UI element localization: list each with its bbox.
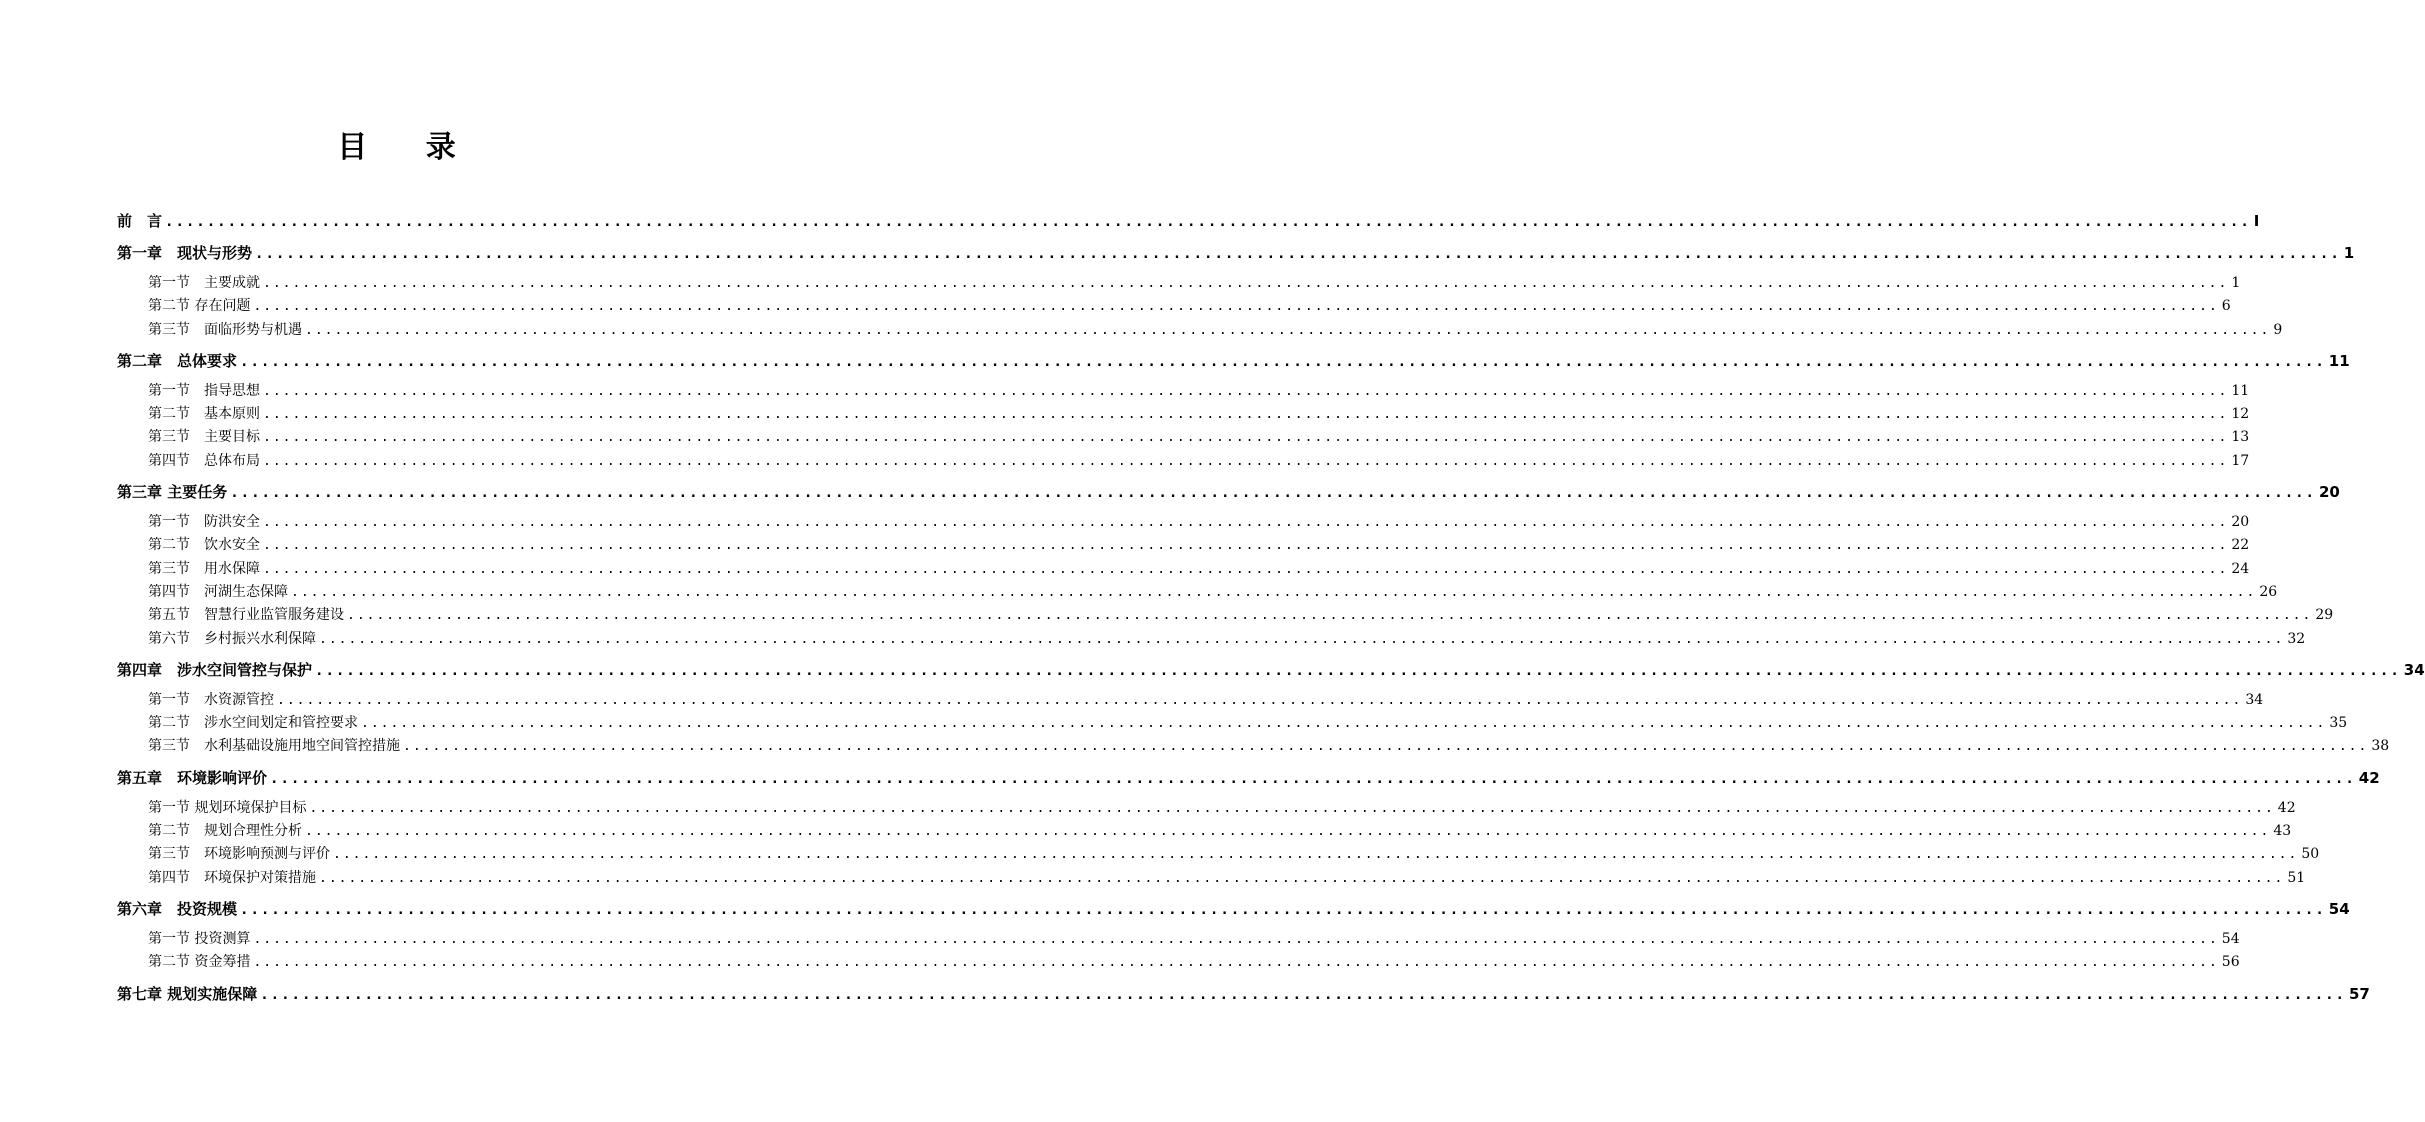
toc-chapter-page-number: Ⅰ [2253, 212, 2260, 230]
toc-chapter[interactable] [117, 978, 2370, 1010]
dot-leader: ........................................................................................................................................................................................................ [333, 847, 2299, 863]
toc-section-label: 第三节 环境影响预测与评价 [148, 846, 330, 863]
dot-leader: ........................................................................................................................................................................................................ [260, 986, 2346, 1003]
toc-section[interactable] [117, 689, 2264, 712]
toc-section-page-number: 43 [2273, 823, 2292, 840]
dot-leader: ........................................................................................................................................................................................................ [263, 383, 2229, 399]
toc-section-label: 第二节 资金筹措 [148, 954, 251, 971]
toc-section-page-number: 54 [2221, 930, 2240, 947]
toc-section-label: 第六节 乡村振兴水利保障 [148, 630, 316, 647]
toc-section-page-number: 6 [2221, 298, 2231, 315]
toc-section[interactable] [117, 604, 2334, 627]
toc-chapter-label: 前 言 [117, 212, 163, 230]
toc-chapter-page-number: 42 [2358, 768, 2380, 787]
dot-leader: ........................................................................................................................................................................................................ [263, 430, 2229, 446]
toc-section-page-number: 50 [2301, 846, 2320, 863]
toc-chapter[interactable] [117, 893, 2350, 925]
toc-section-page-number: 20 [2231, 514, 2250, 531]
dot-leader: ........................................................................................................................................................................................................ [230, 485, 2316, 502]
toc-chapter[interactable] [117, 237, 2355, 269]
toc-chapter[interactable] [117, 476, 2340, 508]
toc-section-page-number: 26 [2259, 583, 2278, 600]
toc-section[interactable] [117, 403, 2250, 426]
toc-section-page-number: 12 [2231, 406, 2250, 423]
toc-chapter-page-number: 54 [2328, 899, 2350, 918]
dot-leader: ........................................................................................................................................................................................................ [255, 246, 2341, 262]
toc-section-page-number: 32 [2287, 630, 2306, 647]
toc-section-label: 第三节 用水保障 [148, 560, 260, 577]
toc-chapter-label: 第五章 环境影响评价 [117, 768, 268, 787]
toc-section-label: 第四节 环境保护对策措施 [148, 869, 316, 886]
toc-section[interactable] [117, 820, 2292, 843]
toc-chapter[interactable] [117, 205, 2260, 237]
toc-section-label: 第二节 饮水安全 [148, 537, 260, 554]
toc-section-page-number: 42 [2277, 799, 2296, 816]
toc-section-label: 第三节 主要目标 [148, 429, 260, 446]
toc-section-page-number: 22 [2231, 537, 2250, 554]
toc-chapter[interactable] [117, 762, 2380, 794]
toc-section[interactable] [117, 295, 2231, 318]
toc-section-label: 第一节 防洪安全 [148, 514, 260, 531]
toc-section-page-number: 38 [2371, 738, 2390, 755]
toc-section-label: 第二节 涉水空间划定和管控要求 [148, 715, 358, 732]
toc-section[interactable] [117, 558, 2250, 581]
toc-section-label: 第一节 主要成就 [148, 275, 260, 291]
dot-leader: ........................................................................................................................................................................................................ [347, 608, 2313, 624]
page-title: 目 录 [337, 130, 480, 165]
dot-leader: ........................................................................................................................................................................................................ [263, 453, 2229, 469]
toc-chapter[interactable] [117, 654, 2425, 686]
toc-chapter-label: 第二章 总体要求 [117, 351, 238, 370]
dot-leader: ........................................................................................................................................................................................................ [315, 662, 2401, 679]
toc-section[interactable] [117, 951, 2240, 974]
toc-chapter-page-number: 57 [2348, 984, 2370, 1003]
toc-section[interactable] [117, 581, 2278, 604]
toc-section-label: 第一节 投资测算 [148, 930, 251, 947]
toc-section-page-number: 1 [2231, 275, 2241, 291]
toc-section[interactable] [117, 272, 2241, 295]
dot-leader: ........................................................................................................................................................................................................ [253, 955, 2219, 971]
toc-section-page-number: 9 [2273, 321, 2283, 338]
toc-section[interactable] [117, 843, 2320, 866]
toc-section[interactable] [117, 867, 2306, 890]
toc-section-label: 第五节 智慧行业监管服务建设 [148, 607, 344, 624]
toc-section-page-number: 35 [2329, 715, 2348, 732]
toc-section[interactable] [117, 511, 2250, 534]
toc-section-page-number: 56 [2221, 954, 2240, 971]
toc-chapter-label: 第三章 主要任务 [117, 483, 228, 502]
toc-section-label: 第一节 水资源管控 [148, 691, 274, 708]
toc-section[interactable] [117, 450, 2250, 473]
toc-section[interactable] [117, 928, 2240, 951]
dot-leader: ........................................................................................................................................................................................................ [253, 299, 2219, 315]
toc-section-label: 第三节 水利基础设施用地空间管控措施 [148, 738, 400, 755]
dot-leader: ........................................................................................................................................................................................................ [253, 931, 2219, 947]
toc-section-label: 第二节 基本原则 [148, 406, 260, 423]
toc-chapter[interactable] [117, 345, 2350, 377]
toc-chapter-page-number: 20 [2318, 483, 2340, 502]
toc-section[interactable] [117, 712, 2348, 735]
toc-section[interactable] [117, 797, 2296, 820]
toc-chapter-page-number: 1 [2343, 244, 2355, 262]
dot-leader: ........................................................................................................................................................................................................ [403, 739, 2369, 755]
dot-leader: ........................................................................................................................................................................................................ [305, 824, 2271, 840]
dot-leader: ........................................................................................................................................................................................................ [165, 214, 2251, 230]
dot-leader: ........................................................................................................................................................................................................ [305, 322, 2271, 338]
toc-section-label: 第二节 规划合理性分析 [148, 823, 302, 840]
toc-section-page-number: 51 [2287, 869, 2306, 886]
toc-chapter-label: 第六章 投资规模 [117, 899, 238, 918]
toc-chapter-label: 第四章 涉水空间管控与保护 [117, 660, 313, 679]
dot-leader: ........................................................................................................................................................................................................ [263, 515, 2229, 531]
dot-leader: ........................................................................................................................................................................................................ [319, 631, 2285, 647]
dot-leader: ........................................................................................................................................................................................................ [309, 800, 2275, 816]
dot-leader: ........................................................................................................................................................................................................ [277, 692, 2243, 708]
table-of-contents [117, 205, 2425, 1010]
toc-chapter-page-number: 34 [2403, 660, 2425, 679]
dot-leader: ........................................................................................................................................................................................................ [319, 870, 2285, 886]
toc-section-page-number: 34 [2245, 691, 2264, 708]
dot-leader: ........................................................................................................................................................................................................ [263, 407, 2229, 423]
toc-section-label: 第一节 规划环境保护目标 [148, 799, 307, 816]
toc-section-label: 第一节 指导思想 [148, 382, 260, 399]
dot-leader: ........................................................................................................................................................................................................ [240, 353, 2326, 370]
toc-section-label: 第三节 面临形势与机遇 [148, 321, 302, 338]
toc-section[interactable] [117, 735, 2390, 758]
toc-section-page-number: 17 [2231, 452, 2250, 469]
toc-section[interactable] [117, 534, 2250, 557]
toc-section-page-number: 11 [2231, 382, 2250, 399]
toc-chapter-label: 第一章 现状与形势 [117, 244, 253, 262]
dot-leader: ........................................................................................................................................................................................................ [263, 561, 2229, 577]
toc-chapter-page-number: 11 [2328, 351, 2350, 370]
toc-chapter-label: 第七章 规划实施保障 [117, 984, 258, 1003]
toc-section[interactable] [117, 319, 2283, 342]
toc-section-label: 第四节 总体布局 [148, 452, 260, 469]
toc-section-page-number: 29 [2315, 607, 2334, 624]
dot-leader: ........................................................................................................................................................................................................ [361, 716, 2327, 732]
toc-section-label: 第二节 存在问题 [148, 298, 251, 315]
toc-section-page-number: 13 [2231, 429, 2250, 446]
dot-leader: ........................................................................................................................................................................................................ [270, 770, 2356, 787]
toc-section-page-number: 24 [2231, 560, 2250, 577]
toc-section[interactable] [117, 628, 2306, 651]
dot-leader: ........................................................................................................................................................................................................ [240, 901, 2326, 918]
toc-section[interactable] [117, 380, 2250, 403]
dot-leader: ........................................................................................................................................................................................................ [263, 276, 2229, 291]
dot-leader: ........................................................................................................................................................................................................ [291, 584, 2257, 600]
toc-section-label: 第四节 河湖生态保障 [148, 583, 288, 600]
toc-section[interactable] [117, 426, 2250, 449]
dot-leader: ........................................................................................................................................................................................................ [263, 538, 2229, 554]
